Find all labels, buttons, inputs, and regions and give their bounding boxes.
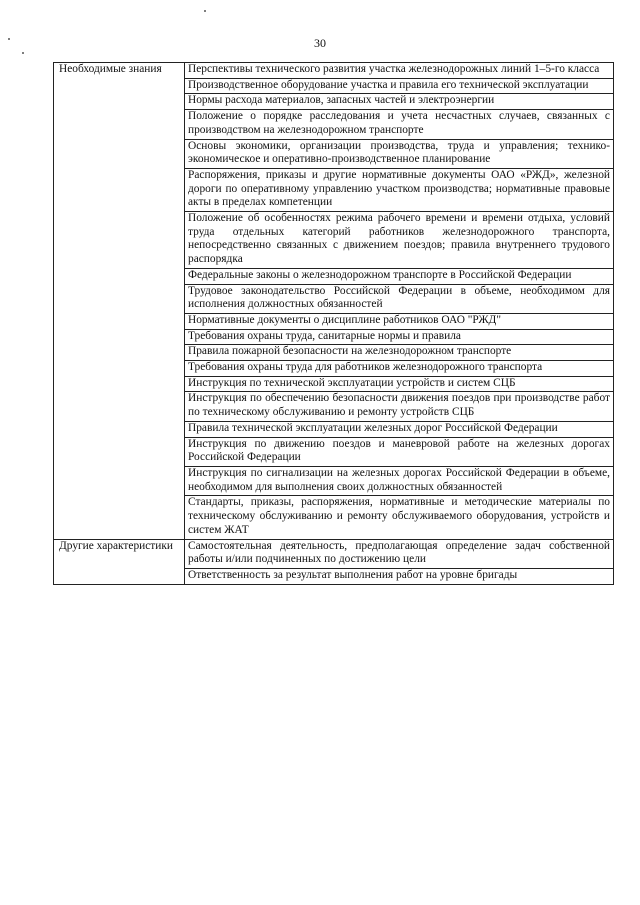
requirement-item: Самостоятельная деятельность, предполагающая определение задач собственной работы и/или подчиненных по достижению цели	[185, 539, 614, 568]
requirement-item: Распоряжения, приказы и другие нормативные документы ОАО «РЖД», железной дороги по оперативному управлению участком производства; нормативные правовые акты в пределах компетенции	[185, 168, 614, 211]
requirement-item: Основы экономики, организации производства, труда и управления; технико-экономическое и оперативно-производственное планирование	[185, 139, 614, 168]
requirement-item: Инструкция по сигнализации на железных дорогах Российской Федерации в объеме, необходимом для выполнения своих должностных обязанностей	[185, 466, 614, 495]
requirement-item: Трудовое законодательство Российской Федерации в объеме, необходимом для исполнения должностных обязанностей	[185, 284, 614, 313]
section-label: Необходимые знания	[54, 63, 185, 540]
requirement-item: Стандарты, приказы, распоряжения, нормативные и методические материалы по техническому обслуживанию и ремонту обслуживаемого оборудования, устройств и систем ЖАТ	[185, 496, 614, 539]
requirement-item: Правила пожарной безопасности на железнодорожном транспорте	[185, 345, 614, 361]
table-row	[54, 539, 614, 568]
requirement-item: Перспективы технического развития участка железнодорожных линий 1–5-го класса	[185, 63, 614, 79]
requirement-item: Федеральные законы о железнодорожном транспорте в Российской Федерации	[185, 268, 614, 284]
requirement-item: Инструкция по обеспечению безопасности движения поездов при производстве работ по техническому обслуживанию и ремонту устройств СЦБ	[185, 392, 614, 421]
requirement-item: Нормы расхода материалов, запасных частей и электроэнергии	[185, 94, 614, 110]
scan-speck	[204, 10, 206, 12]
table-row	[54, 63, 614, 79]
scan-speck	[8, 38, 10, 40]
requirement-item: Положение об особенностях режима рабочего времени и времени отдыха, условий труда отдельных категорий работников железнодорожного транспорта, непосредственно связанных с движением поездов; правила внутреннего трудового распорядка	[185, 212, 614, 269]
page-number: 30	[314, 36, 326, 50]
requirements-table	[53, 62, 614, 585]
requirement-item: Требования охраны труда, санитарные нормы и правила	[185, 329, 614, 345]
requirement-item: Инструкция по движению поездов и маневровой работе на железных дорогах Российской Федерации	[185, 437, 614, 466]
requirement-item: Производственное оборудование участка и правила его технической эксплуатации	[185, 78, 614, 94]
requirement-item: Положение о порядке расследования и учета несчастных случаев, связанных с производством на железнодорожном транспорте	[185, 110, 614, 139]
section-label: Другие характеристики	[54, 539, 185, 584]
requirement-item: Требования охраны труда для работников железнодорожного транспорта	[185, 361, 614, 377]
requirement-item: Нормативные документы о дисциплине работников ОАО "РЖД"	[185, 313, 614, 329]
requirement-item: Инструкция по технической эксплуатации устройств и систем СЦБ	[185, 376, 614, 392]
requirements-table-body	[54, 63, 614, 585]
requirement-item: Ответственность за результат выполнения работ на уровне бригады	[185, 568, 614, 584]
requirement-item: Правила технической эксплуатации железных дорог Российской Федерации	[185, 421, 614, 437]
scan-speck	[22, 52, 24, 54]
